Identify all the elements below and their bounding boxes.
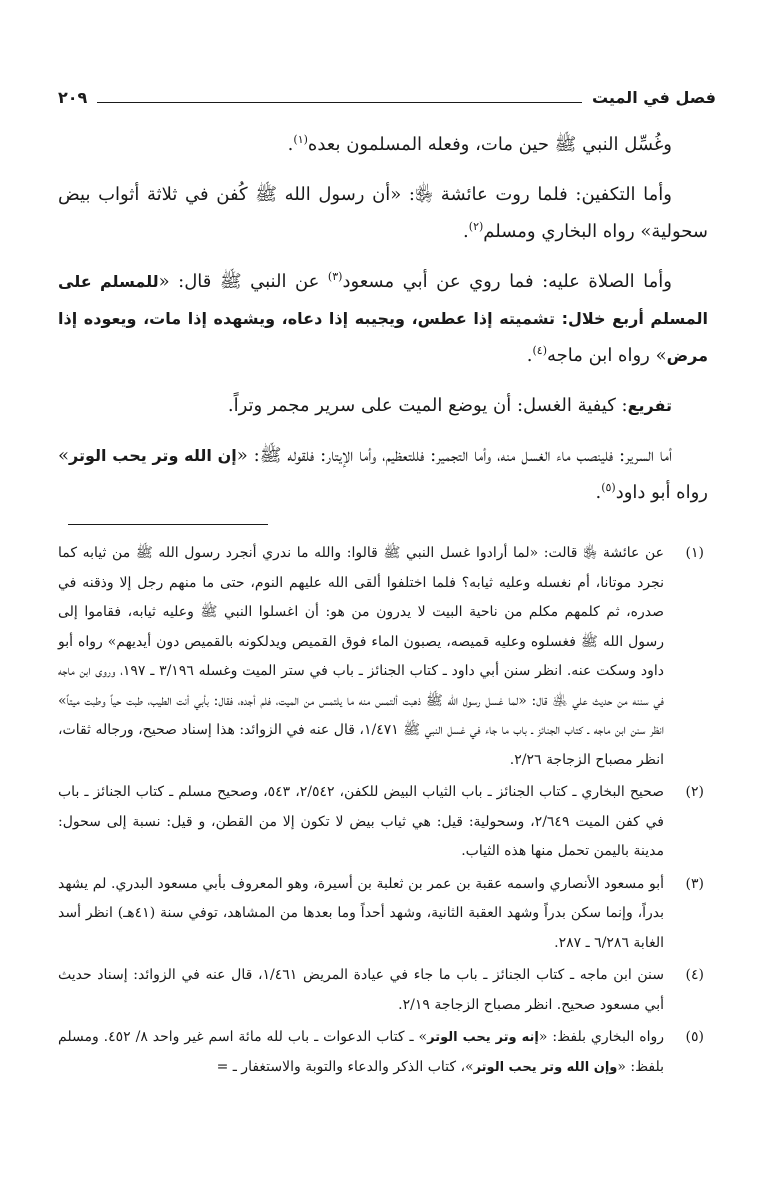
paragraph-bed: أما السرير: فلينصب ماء الغسل منه، وأما التجمير: فللتعظيم، وأما الإيتار: فلقوله ﷺ: «إن الله وتر يحب الوتر» رواه أبو داود$^{(٥)}$. bbox=[58, 445, 708, 503]
footnote-text: عن عائشة ﵂ قالت: «لما أرادوا غسل النبي ﷺ قالوا: والله ما ندري أنجرد رسول الله ﷺ من ثيابه كما نجرد موتانا، أم نغسله وعليه ثيابه؟ فلما اختلفوا ألقى الله عليهم النوم، حتى ما منهم رجل إلا وذقنه في صدره، ثم كلمهم مكلم من ناحية البيت لا يدرون من هو: أن اغسلوا النبي ﷺ وعليه ثيابه، فقاموا إلى رسول الله ﷺ فغسلوه وعليه قميصه، يصبون الماء فوق القميص ويدلكونه بالقميص دون أيديهم» رواه أبو داود وسكت عنه. انظر سنن أبي داود ـ كتاب الجنائز ـ باب في ستر الميت وغسله ٣/١٩٦ ـ ١٩٧، وروى ابن ماجه في سننه من حديث علي ﵁ قال: «لما غسل رسول الله ﷺ ذهبت ألتمس منه ما يلتمس من الميت، فلم أجده، فقال: بأبي أنت الطيب، طبت حياً وطبت ميتاً» انظر سنن ابن ماجه ـ كتاب الجنائز ـ باب ما جاء في غسل النبي ﷺ ١/٤٧١، قال عنه في الزوائد: هذا إسناد صحيح، ورجاله ثقات، انظر مصباح الزجاجة ٢/٢٦. bbox=[58, 545, 664, 768]
footnote-4 bbox=[58, 961, 708, 1020]
paragraph-shrouding: وأما التكفين: فلما روت عائشة ﵂: «أن رسول الله ﷺ كُفن في ثلاثة أثواب بيض سحولية» رواه البخاري ومسلم$^{(٢)}$. bbox=[58, 184, 708, 242]
paragraph-prayer: وأما الصلاة عليه: فما روي عن أبي مسعود$^{(٣)}$ عن النبي ﷺ قال: «للمسلم على المسلم أربع خلال: تشميته إذا عطس، ويجيبه إذا دعاه، ويشهده إذا مات، ويعوده إذا مرض» رواه ابن ماجه$^{(٤)}$. bbox=[58, 270, 708, 366]
hadith-text: للمسلم على المسلم أربع خلال: تشميته إذا عطس، ويجيبه إذا دعاه، ويشهده إذا مات، ويعوده إذا مرض bbox=[58, 272, 708, 365]
footnote-text: صحيح البخاري ـ كتاب الجنائز ـ باب الثياب البيض للكفن، ٢/٥٤٢، ٥٤٣، وصحيح مسلم ـ كتاب الجنائز ـ باب في كفن الميت ٢/٦٤٩، وسحولية: قيل: هي ثياب بيض لا تكون إلا من القطن، و قيل: نسبة إلى سحول: مدينة باليمن تحمل منها هذه الثياب. bbox=[58, 784, 665, 859]
footnote-number: (٣) bbox=[685, 875, 704, 892]
hadith-witr: إن الله وتر يحب الوتر bbox=[69, 446, 237, 465]
footnote-ref-4: (٤) bbox=[532, 344, 547, 357]
footnotes bbox=[58, 539, 708, 1082]
footnote-number: (١) bbox=[685, 545, 704, 561]
footnote-2 bbox=[58, 778, 708, 867]
chapter-title: فصل في الميت bbox=[591, 87, 716, 107]
page-number: ٢٠٩ bbox=[58, 87, 88, 107]
footnote-text: رواه البخاري بلفظ: «إنه وتر يحب الوتر» ـ كتاب الدعوات ـ باب لله مائة اسم غير واحد ٨/ ٤٥٢. ومسلم بلفظ: «وإن الله وتر يحب الوتر»، كتاب الذكر والدعاء والتوبة والاستغفار ـ = bbox=[58, 1029, 664, 1075]
book-page bbox=[58, 84, 716, 1085]
footnote-ref-2: (٢) bbox=[468, 220, 484, 233]
footnote-text: سنن ابن ماجه ـ كتاب الجنائز ـ باب ما جاء في عيادة المريض ١/٤٦١، قال عنه في الزوائد: إسناد حديث أبي مسعود صحيح. انظر مصباح الزجاجة ٢/١٩. bbox=[58, 967, 664, 1013]
header-rule bbox=[97, 102, 582, 103]
paragraph-branch: تفريع: كيفية الغسل: أن يوضع الميت على سرير مجمر وتراً. bbox=[227, 395, 672, 416]
footnote-number: (٥) bbox=[685, 1029, 704, 1045]
running-header bbox=[58, 84, 716, 110]
main-text bbox=[58, 126, 708, 511]
footnote-5 bbox=[58, 1023, 708, 1082]
branch-label: تفريع bbox=[627, 396, 672, 415]
footnote-3 bbox=[58, 870, 708, 959]
footnote-1 bbox=[58, 539, 708, 775]
footnote-text: أبو مسعود الأنصاري واسمه عقبة بن عمر بن ثعلبة بن أسيرة، وهو المعروف بأبي مسعود البدري. لم يشهد بدراً، وإنما سكن بدراً وشهد العقبة الثانية، وشهد أحداً وما بعدها من المشاهد، توفي سنة (٤١هـ) انظر أسد الغابة ٦/٢٨٦ ـ ٢٨٧. bbox=[58, 875, 664, 951]
footnote-number: (٤) bbox=[685, 967, 704, 983]
footnote-ref-3: (٣) bbox=[327, 270, 343, 283]
footnote-ref-1: (١) bbox=[293, 133, 308, 146]
paragraph-washing: وغُسِّل النبي ﷺ حين مات، وفعله المسلمون بعده$^{(١)}$. bbox=[287, 133, 672, 155]
footnote-ref-5: (٥) bbox=[601, 481, 616, 494]
footnote-number: (٢) bbox=[685, 784, 704, 800]
footnote-separator bbox=[68, 524, 268, 525]
